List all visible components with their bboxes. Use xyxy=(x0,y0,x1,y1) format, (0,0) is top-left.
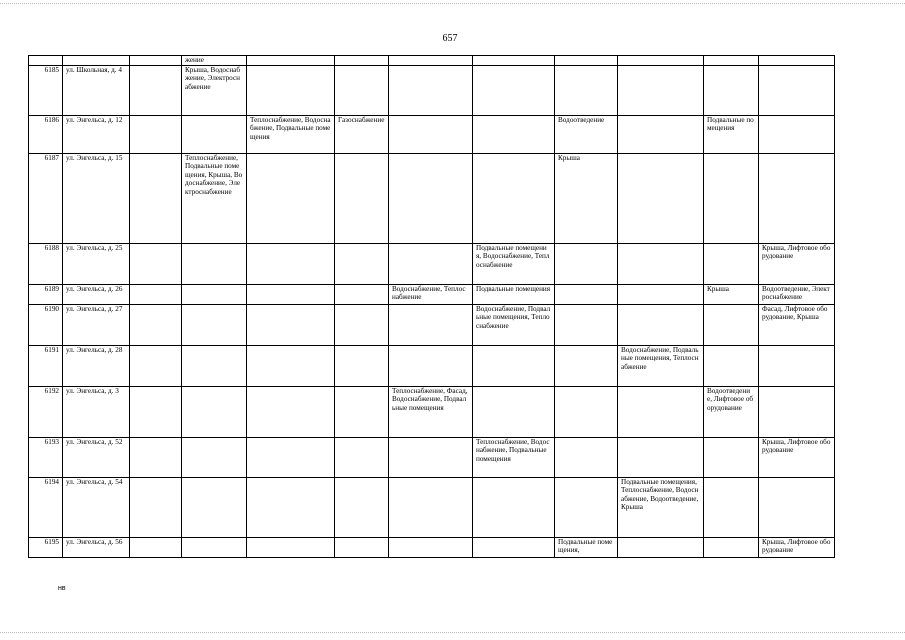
table-cell xyxy=(335,244,389,285)
repair-schedule-table xyxy=(28,55,835,558)
table-cell xyxy=(130,66,182,116)
table-cell xyxy=(182,244,247,285)
table-cell: Крыша xyxy=(704,285,759,305)
table-cell: Водоснабжение, Подвальные помещения, Теплоснабжение xyxy=(618,346,704,387)
table-cell xyxy=(618,56,704,66)
table-row xyxy=(29,285,835,305)
table-cell: 6192 xyxy=(29,387,63,438)
table-cell xyxy=(704,538,759,558)
scan-edge-bottom xyxy=(0,632,905,633)
table-cell xyxy=(130,478,182,538)
table-cell: ул. Энгельса, д. 27 xyxy=(63,305,130,346)
table-row xyxy=(29,346,835,387)
table-row xyxy=(29,478,835,538)
table-cell: Теплоснабжение, Водоснабжение, Подвальные помещения xyxy=(473,438,555,478)
table-cell xyxy=(389,244,473,285)
table-cell xyxy=(182,116,247,154)
table-cell xyxy=(130,116,182,154)
table-cell xyxy=(247,538,335,558)
table-cell xyxy=(130,244,182,285)
table-cell xyxy=(247,154,335,244)
table-cell xyxy=(618,305,704,346)
table-cell xyxy=(473,154,555,244)
table-cell xyxy=(555,305,618,346)
table-cell xyxy=(389,154,473,244)
table-cell xyxy=(473,66,555,116)
table-cell xyxy=(555,66,618,116)
table-cell: 6194 xyxy=(29,478,63,538)
table-cell xyxy=(555,244,618,285)
table-cell xyxy=(759,346,835,387)
table-cell: 6191 xyxy=(29,346,63,387)
table-cell: Подвальные помещения xyxy=(704,116,759,154)
scan-edge-top xyxy=(0,3,905,4)
table-row xyxy=(29,305,835,346)
table-cell xyxy=(389,478,473,538)
table-cell: Подвальные помещения xyxy=(473,285,555,305)
table-cell xyxy=(759,387,835,438)
table-cell xyxy=(704,66,759,116)
table-cell xyxy=(63,56,130,66)
table-cell xyxy=(247,285,335,305)
table-cell: 6195 xyxy=(29,538,63,558)
table-cell: 6189 xyxy=(29,285,63,305)
table-cell xyxy=(130,438,182,478)
table-cell: Водоотведение, Лифтовое оборудование xyxy=(704,387,759,438)
table-cell xyxy=(130,387,182,438)
table-cell xyxy=(389,66,473,116)
table-cell xyxy=(389,346,473,387)
table-cell: Подвальные помещения, Теплоснабжение, Водоснабжение, Водоотведение, Крыша xyxy=(618,478,704,538)
table-cell xyxy=(618,66,704,116)
table-cell: жение xyxy=(182,56,247,66)
table-cell xyxy=(130,346,182,387)
table-cell: Водоотведение, Электроснабжение xyxy=(759,285,835,305)
table-cell xyxy=(389,538,473,558)
table-cell xyxy=(247,66,335,116)
table-cell xyxy=(130,56,182,66)
table-cell xyxy=(704,478,759,538)
table-cell: 6190 xyxy=(29,305,63,346)
table-cell: 6188 xyxy=(29,244,63,285)
table-cell xyxy=(618,244,704,285)
table-cell: 6185 xyxy=(29,66,63,116)
table-cell xyxy=(247,244,335,285)
table-cell: Водоотведение xyxy=(555,116,618,154)
table-row xyxy=(29,387,835,438)
table-cell xyxy=(759,478,835,538)
table-row xyxy=(29,538,835,558)
table-cell xyxy=(704,244,759,285)
table-row xyxy=(29,56,835,66)
table-cell xyxy=(704,56,759,66)
table-cell: Теплоснабжение, Водоснабжение, Подвальные помещения xyxy=(247,116,335,154)
table-cell: ул. Энгельса, д. 52 xyxy=(63,438,130,478)
table-cell xyxy=(335,285,389,305)
table-cell: Водоснабжение, Теплоснабжение xyxy=(389,285,473,305)
table-cell xyxy=(335,478,389,538)
table-cell: Теплоснабжение, Подвальные помещения, Крыша, Водоснабжение, Электроснабжение xyxy=(182,154,247,244)
table-cell xyxy=(618,438,704,478)
table-cell: Водоснабжение, Подвальные помещения, Теплоснабжение xyxy=(473,305,555,346)
table-cell: Крыша xyxy=(555,154,618,244)
table-cell: ул. Энгельса, д. 15 xyxy=(63,154,130,244)
table-cell xyxy=(182,387,247,438)
table-cell xyxy=(335,56,389,66)
table-row xyxy=(29,438,835,478)
table-cell xyxy=(759,116,835,154)
table-cell: 6186 xyxy=(29,116,63,154)
table-cell: Подвальные помещения, xyxy=(555,538,618,558)
table-cell: ул. Энгельса, д. 26 xyxy=(63,285,130,305)
table-cell xyxy=(247,305,335,346)
table-cell xyxy=(182,478,247,538)
table-row xyxy=(29,154,835,244)
table-cell: Теплоснабжение, Фасад, Водоснабжение, Подвальные помещения xyxy=(389,387,473,438)
table-cell xyxy=(473,387,555,438)
table-cell xyxy=(247,56,335,66)
table-cell: 6193 xyxy=(29,438,63,478)
table-cell xyxy=(389,116,473,154)
table-cell xyxy=(130,285,182,305)
table-cell: Подвальные помещения, Водоснабжение, Теплоснабжение xyxy=(473,244,555,285)
table-cell: ул. Энгельса, д. 28 xyxy=(63,346,130,387)
table-cell xyxy=(247,478,335,538)
table-cell xyxy=(618,154,704,244)
table-cell xyxy=(473,478,555,538)
table-cell xyxy=(389,56,473,66)
table-cell xyxy=(247,346,335,387)
table-cell xyxy=(704,154,759,244)
table-cell xyxy=(473,56,555,66)
table-cell xyxy=(555,387,618,438)
table-cell xyxy=(759,66,835,116)
table-cell xyxy=(704,438,759,478)
table-cell: ул. Энгельса, д. 12 xyxy=(63,116,130,154)
table-cell xyxy=(29,56,63,66)
table-cell xyxy=(247,438,335,478)
table-cell xyxy=(182,438,247,478)
table-cell xyxy=(130,305,182,346)
table-cell: 6187 xyxy=(29,154,63,244)
table-cell xyxy=(759,56,835,66)
table-cell: ул. Энгельса, д. 56 xyxy=(63,538,130,558)
table-cell xyxy=(335,346,389,387)
table-cell xyxy=(335,387,389,438)
table-cell: Крыша, Лифтовое оборудование xyxy=(759,538,835,558)
table-cell xyxy=(759,154,835,244)
table-cell xyxy=(335,154,389,244)
table-cell xyxy=(130,538,182,558)
table-cell xyxy=(182,346,247,387)
table-cell xyxy=(182,305,247,346)
table-row xyxy=(29,116,835,154)
table-cell xyxy=(618,387,704,438)
table-cell xyxy=(555,478,618,538)
table-cell xyxy=(473,538,555,558)
table-cell xyxy=(335,438,389,478)
table-cell xyxy=(247,387,335,438)
table-cell xyxy=(473,346,555,387)
table-cell xyxy=(389,305,473,346)
table-cell: ул. Энгельса, д. 25 xyxy=(63,244,130,285)
table-row xyxy=(29,244,835,285)
table-cell xyxy=(704,305,759,346)
table-cell xyxy=(618,538,704,558)
table-cell: Крыша, Водоснабжение, Электроснабжение xyxy=(182,66,247,116)
table-cell: Газоснабжение xyxy=(335,116,389,154)
table-cell xyxy=(335,305,389,346)
table-cell xyxy=(335,66,389,116)
footer-mark: нв xyxy=(58,585,66,592)
table-cell xyxy=(555,56,618,66)
table-cell: Крыша, Лифтовое оборудование xyxy=(759,438,835,478)
table-cell xyxy=(704,346,759,387)
table-cell: Фасад, Лифтовое оборудование, Крыша xyxy=(759,305,835,346)
table-cell: ул. Энгельса, д. 54 xyxy=(63,478,130,538)
table-cell xyxy=(618,116,704,154)
table-row xyxy=(29,66,835,116)
table-cell xyxy=(473,116,555,154)
table-cell xyxy=(182,538,247,558)
table-cell xyxy=(555,438,618,478)
table-cell: ул. Школьная, д. 4 xyxy=(63,66,130,116)
table-cell: ул. Энгельса, д. 3 xyxy=(63,387,130,438)
table-cell xyxy=(618,285,704,305)
table-cell xyxy=(182,285,247,305)
table-cell xyxy=(130,154,182,244)
table-cell: Крыша, Лифтовое оборудование xyxy=(759,244,835,285)
table-cell xyxy=(555,346,618,387)
table-cell xyxy=(389,438,473,478)
table-cell xyxy=(555,285,618,305)
table-cell xyxy=(335,538,389,558)
page-number: 657 xyxy=(442,33,458,44)
